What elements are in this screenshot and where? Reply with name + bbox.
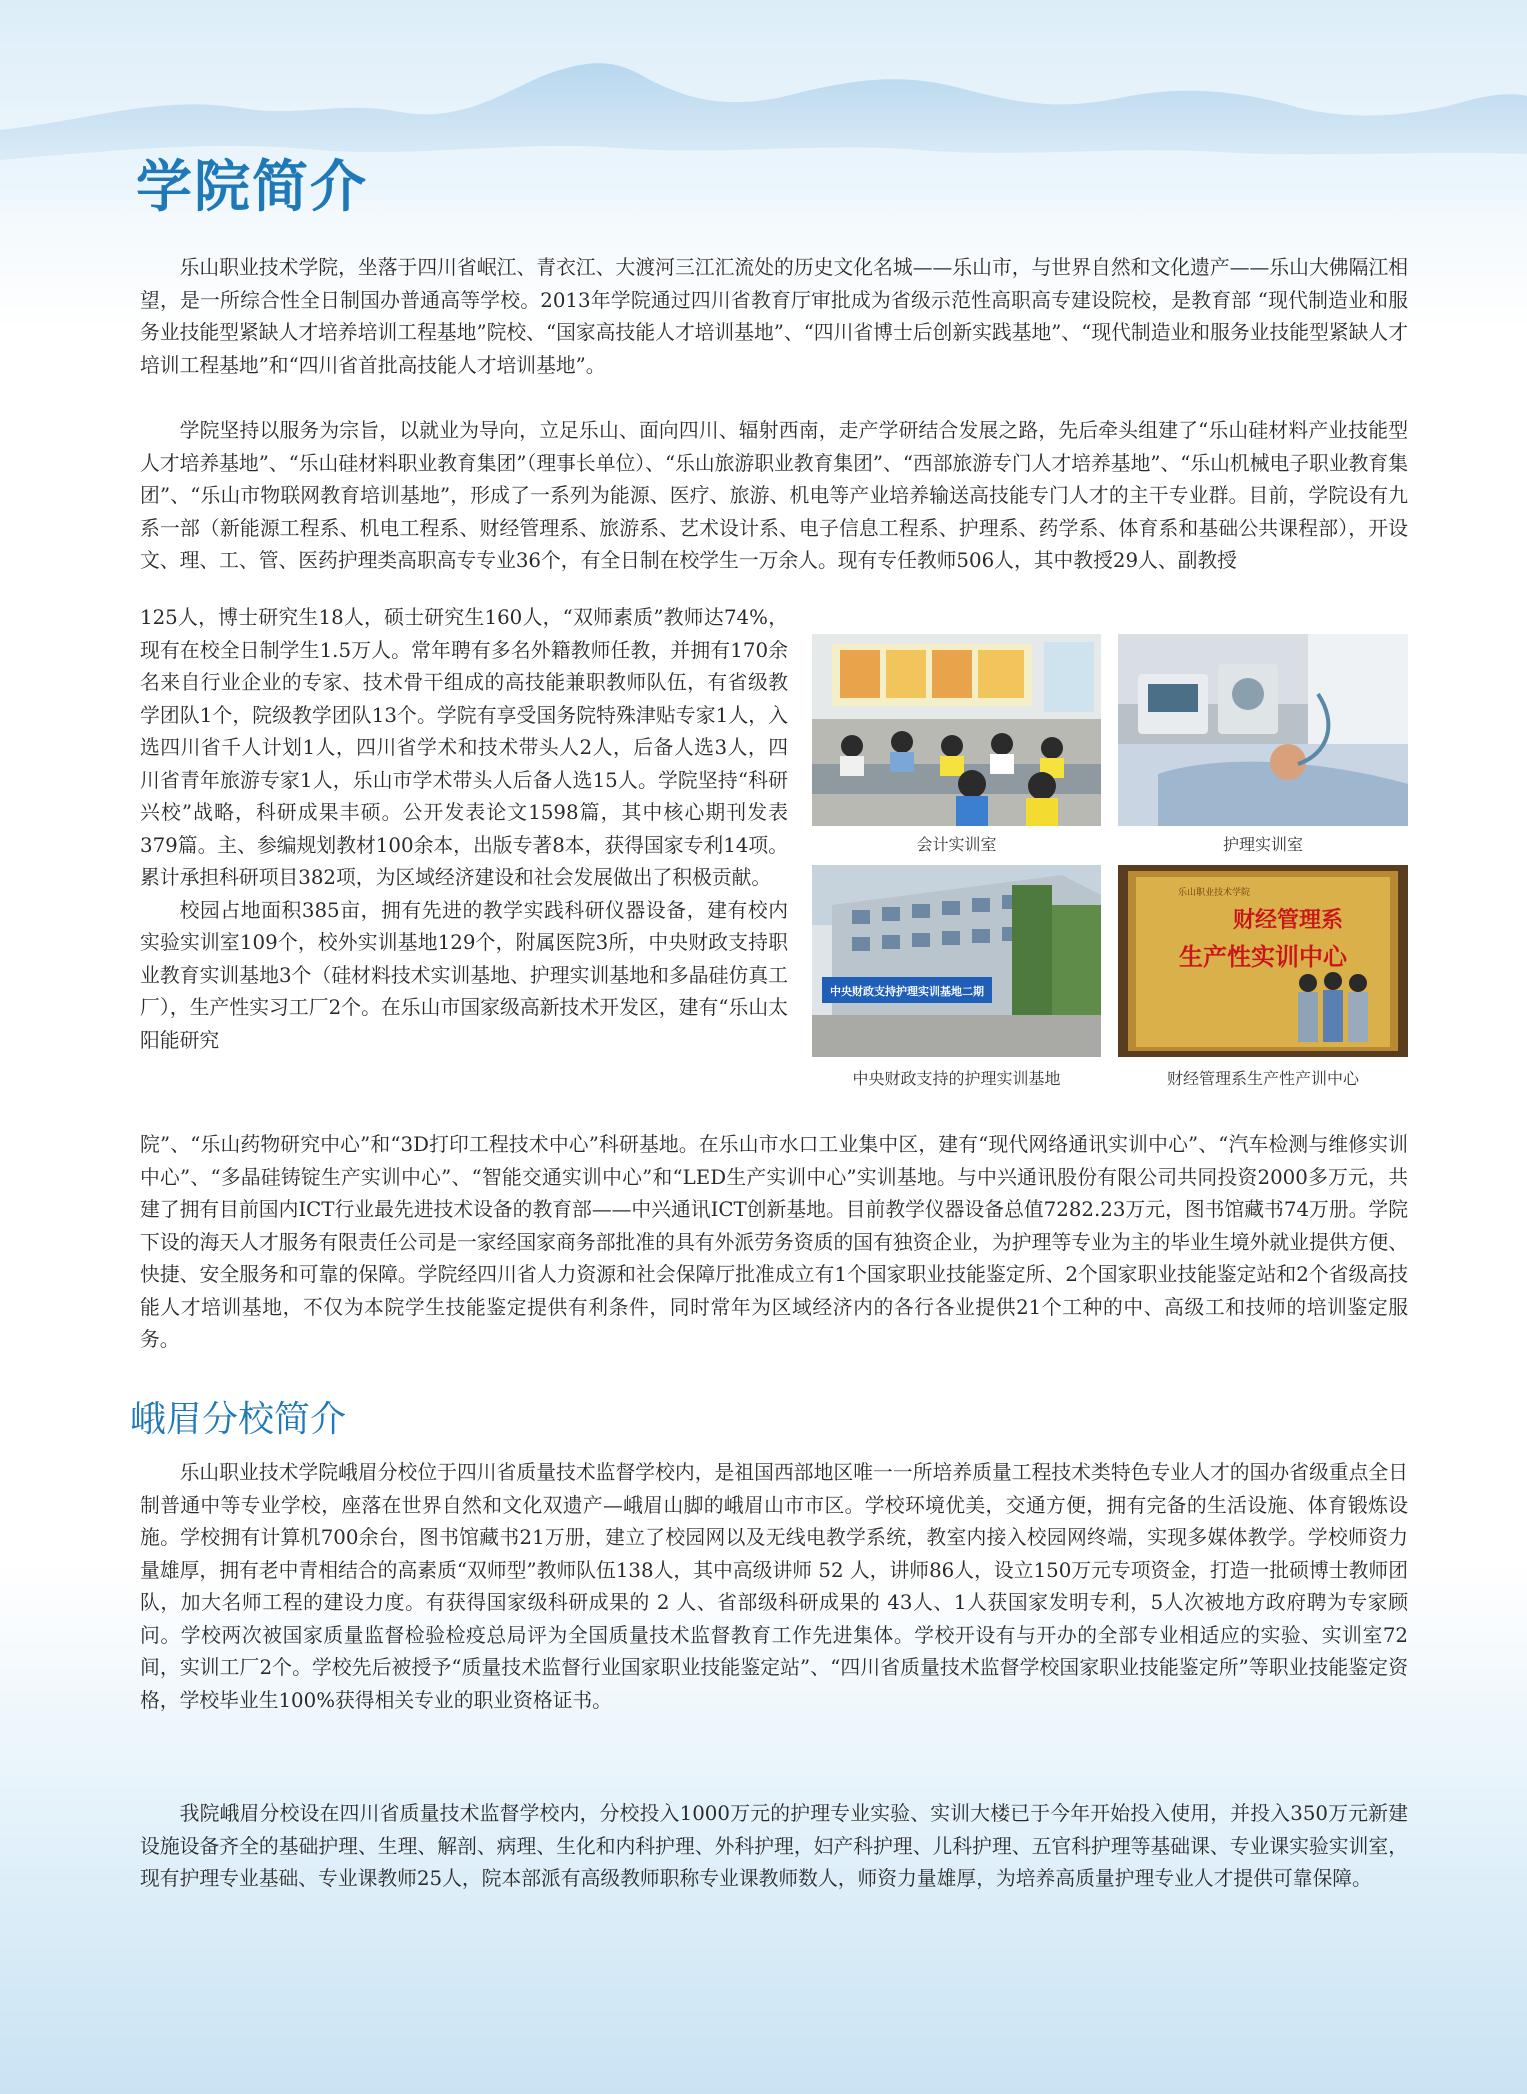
accounting-lab-photo — [812, 634, 1101, 826]
nursing-lab-photo — [1118, 634, 1408, 826]
sign-department: 财经管理系 — [1232, 908, 1344, 933]
branch-paragraph-2: 我院峨眉分校设在四川省质量技术监督学校内，分校投入1000万元的护理专业实验、实训大楼已于今年开始投入使用，并投入350万元新建设施设备齐全的基础护理、生理、解剖、病理、生化和内科护理、外科护理，妇产科护理、儿科护理、五官科护理等基础课、专业课实验实训室，现有护理专业基础、专业课教师25人，院本部派有高级教师职称专业课教师数人，师资力量雄厚，为培养高质量护理专业人才提供可靠保障。 — [140, 1802, 1408, 1890]
photo-caption-accounting: 会计实训室 — [916, 835, 997, 854]
faculty-paragraph: 125人，博士研究生18人，硕士研究生160人，“双师素质”教师达74%，现有在校全日制学生1.5万人。常年聘有多名外籍教师任教，并拥有170余名来自行业企业的专家、技术骨干组成的高技能兼职教师队伍，有省级教学团队1个，院级教学团队13个。学院有享受国务院特殊津贴专家1人，入选四川省千人计划1人，四川省学术和技术带头人2人，后备人选3人，四川省青年旅游专家1人，乐山市学术带头人后备人选15人。学院坚持“科研兴校”战略，科研成果丰硕。公开发表论文1598篇，其中核心期刊发表379篇。主、参编规划教材100余本，出版专著8本，获得国家专利14项。累计承担科研项目382项，为区域经济建设和社会发展做出了积极贡献。 — [140, 606, 788, 889]
campus-paragraph: 校园占地面积385亩，拥有先进的教学实践科研仪器设备，建有校内实验实训室109个，校外实训基地129个，附属医院3所，中央财政支持职业教育实训基地3个（硅材料技术实训基地、护理实训基地和多晶硅仿真工厂），生产性实习工厂2个。在乐山市国家级高新技术开发区，建有“乐山太阳能研究 — [140, 898, 788, 1052]
campus-paragraph-continued: 院”、“乐山药物研究中心”和“3D打印工程技术中心”科研基地。在乐山市水口工业集中区，建有“现代网络通讯实训中心”、“汽车检测与维修实训中心”、“多晶硅铸锭生产实训中心”、“智能交通实训中心”和“LED生产实训中心”实训基地。与中兴通讯股份有限公司共同投资2000多万元，共建了拥有目前国内ICT行业最先进技术设备的教育部——中兴通讯ICT创新基地。目前教学仪器设备总值7282.23万元，图书馆藏书74万册。学院下设的海天人才服务有限责任公司是一家经国家商务部批准的具有外派劳务资质的国有独资企业，为护理等专业为主的毕业生境外就业提供方便、快捷、安全服务和可靠的保障。学院经四川省人力资源和社会保障厅批准成立有1个国家职业技能鉴定所、2个国家职业技能鉴定站和2个省级高技能人才培训基地，不仅为本院学生技能鉴定提供有利条件，同时常年为区域经济内的各行各业提供21个工种的中、高级工和技师的培训鉴定服务。 — [140, 1133, 1408, 1351]
photo-caption-nursing: 护理实训室 — [1222, 835, 1303, 854]
text-column — [140, 602, 788, 1057]
building-sign: 中央财政支持护理实训基地二期 — [830, 985, 984, 998]
sign-center: 生产性实训中心 — [1179, 943, 1347, 971]
finance-center-photo — [1118, 865, 1408, 1057]
branch-title: 峨眉分校简介 — [130, 1399, 347, 1440]
sign-school-name: 乐山职业技术学院 — [1178, 888, 1251, 898]
intro-paragraph: 乐山职业技术学院，坐落于四川省岷江、青衣江、大渡河三江汇流处的历史文化名城——乐山市，与世界自然和文化遗产——乐山大佛隔江相望，是一所综合性全日制国办普通高等学校。2013年学院通过四川省教育厅审批成为省级示范性高职高专建设院校，是教育部 “现代制造业和服务业技能型紧缺人才培养培训工程基地”院校、“国家高技能人才培训基地”、“四川省博士后创新实践基地”、“现代制造业和服务业技能型紧缺人才培训工程基地”和“四川省首批高技能人才培训基地”。 — [140, 256, 1408, 377]
branch-paragraph-1: 乐山职业技术学院峨眉分校位于四川省质量技术监督学校内，是祖国西部地区唯一一所培养质量工程技术类特色专业人才的国办省级重点全日制普通中等专业学校，座落在世界自然和文化双遗产—峨眉山脚的峨眉山市市区。学校环境优美，交通方便，拥有完备的生活设施、体育锻炼设施。学校拥有计算机700余台，图书馆藏书21万册，建立了校园网以及无线电教学系统，教室内接入校园网终端，实现多媒体教学。学校师资力量雄厚，拥有老中青相结合的高素质“双师型”教师队伍138人，其中高级讲师 52 人，讲师86人，设立150万元专项资金，打造一批硕博士教师团队，加大名师工程的建设力度。有获得国家级科研成果的 2 人、省部级科研成果的 43人、1人获国家发明专利，5人次被地方政府聘为专家顾问。学校两次被国家质量监督检验检疫总局评为全国质量技术监督教育工作先进集体。学校开设有与开办的全部专业相适应的实验、实训室72间，实训工厂2个。学校先后被授予“质量技术监督行业国家职业技能鉴定站”、“四川省质量技术监督学校国家职业技能鉴定所”等职业技能鉴定资格，学校毕业生100%获得相关专业的职业资格证书。 — [140, 1461, 1408, 1712]
photo-caption-training-base: 中央财政支持的护理实训基地 — [852, 1069, 1061, 1088]
photo-caption-finance: 财经管理系生产性产训中心 — [1166, 1069, 1359, 1088]
page-title: 学院简介 — [136, 155, 368, 220]
training-base-building-photo — [812, 865, 1101, 1057]
mission-paragraph: 学院坚持以服务为宗旨，以就业为导向，立足乐山、面向四川、辐射西南，走产学研结合发展之路，先后牵头组建了“乐山硅材料产业技能型人才培养基地”、“乐山硅材料职业教育集团”（理事长单位）、“乐山旅游职业教育集团”、“西部旅游专门人才培养基地”、“乐山机械电子职业教育集团”、“乐山市物联网教育培训基地”，形成了一系列为能源、医疗、旅游、机电等产业培养输送高技能专门人才的主干专业群。目前，学院设有九系一部（新能源工程系、机电工程系、财经管理系、旅游系、艺术设计系、电子信息工程系、护理系、药学系、体育系和基础公共课程部），开设文、理、工、管、医药护理类高职高专专业36个，有全日制在校学生一万余人。现有专任教师506人，其中教授29人、副教授 — [140, 419, 1408, 572]
